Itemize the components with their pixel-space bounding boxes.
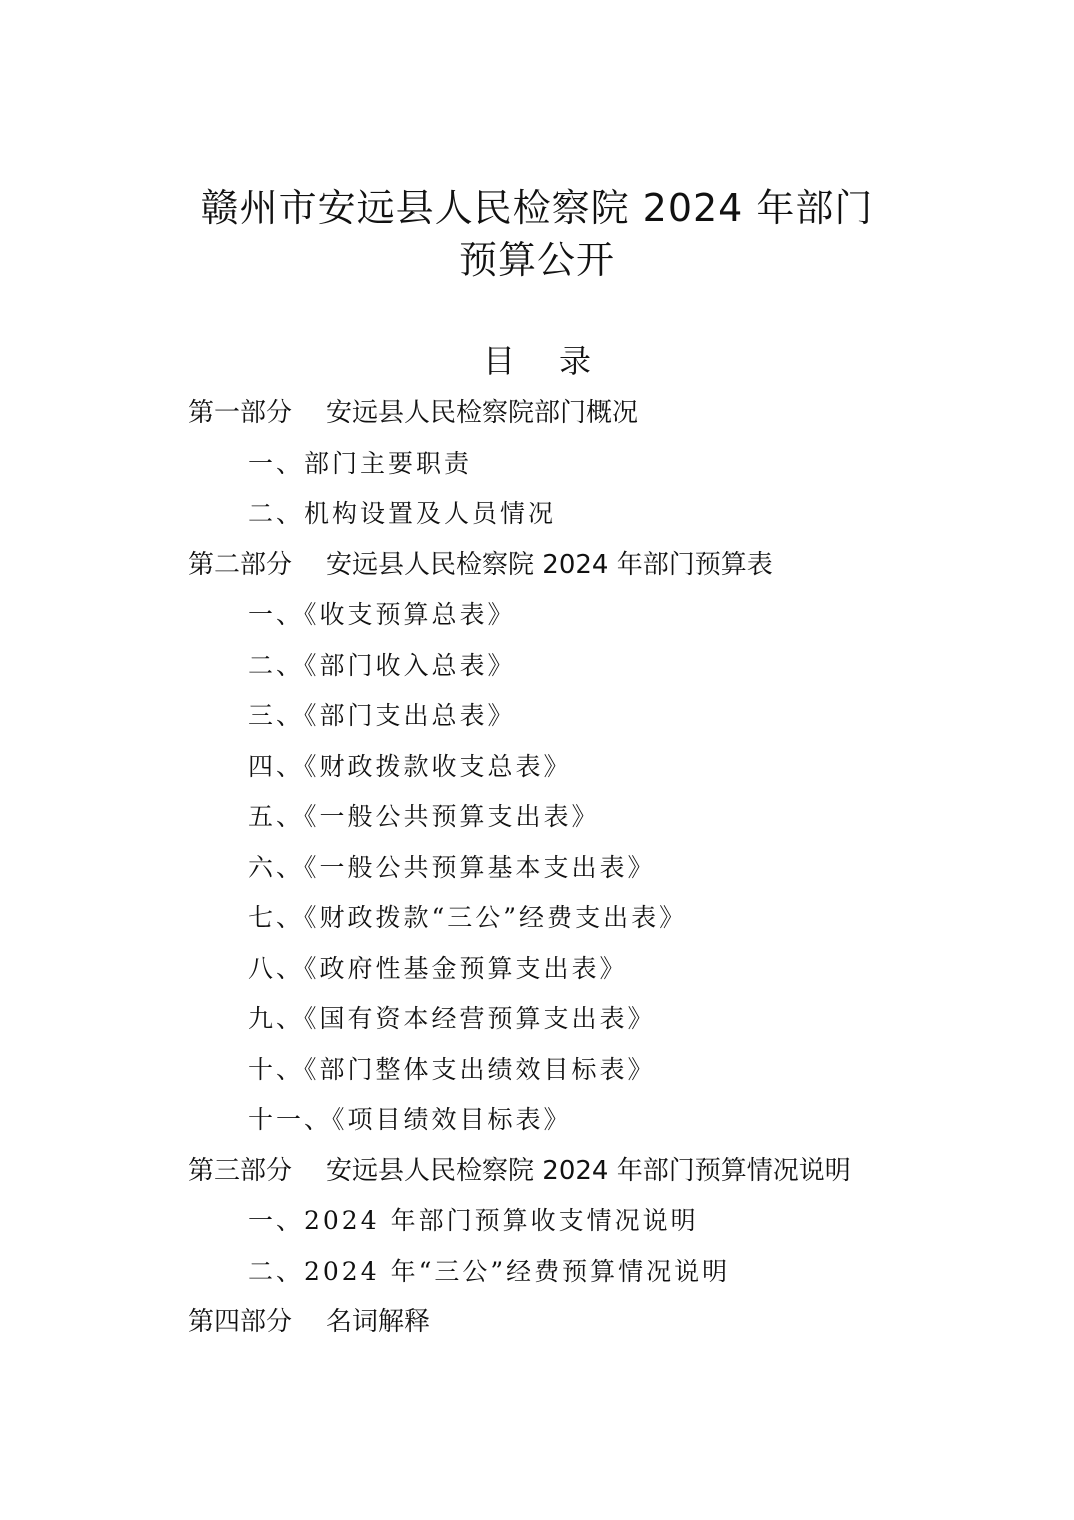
toc-item[interactable]: 二、机构设置及人员情况 xyxy=(248,499,557,528)
toc-item[interactable]: 四、《财政拨款收支总表》 xyxy=(248,751,572,781)
toc-part-label: 第三部分 xyxy=(188,1155,293,1186)
table-of-contents xyxy=(188,388,1048,1348)
toc-item[interactable]: 二、《部门收入总表》 xyxy=(248,650,516,680)
toc-part-4[interactable] xyxy=(188,1297,1048,1348)
toc-part-title: 安远县人民检察院部门概况 xyxy=(326,398,639,428)
toc-item[interactable]: 七、《财政拨款“三公”经费支出表》 xyxy=(248,903,688,932)
toc-part-3[interactable] xyxy=(188,1146,1048,1197)
toc-item[interactable]: 十一、《项目绩效目标表》 xyxy=(248,1105,572,1134)
document-title-line-2: 预算公开 xyxy=(458,238,615,282)
toc-item[interactable]: 十、《部门整体支出绩效目标表》 xyxy=(248,1054,656,1084)
toc-item[interactable]: 三、《部门支出总表》 xyxy=(248,701,516,730)
toc-item[interactable]: 一、《收支预算总表》 xyxy=(248,600,516,629)
toc-part-title: 安远县人民检察院 2024 年部门预算情况说明 xyxy=(326,1155,851,1186)
toc-item[interactable]: 二、2024 年“三公”经费预算情况说明 xyxy=(248,1256,731,1286)
toc-part-title: 安远县人民检察院 2024 年部门预算表 xyxy=(326,549,773,580)
toc-item[interactable]: 九、《国有资本经营预算支出表》 xyxy=(248,1004,656,1033)
toc-item[interactable]: 一、2024 年部门预算收支情况说明 xyxy=(248,1206,699,1235)
toc-part-label: 第二部分 xyxy=(188,549,293,580)
toc-heading-right: 录 xyxy=(559,342,592,380)
toc-heading xyxy=(0,336,1074,386)
document-title-line-1: 赣州市安远县人民检察院 2024 年部门 xyxy=(200,186,874,230)
toc-item[interactable]: 五、《一般公共预算支出表》 xyxy=(248,802,600,831)
toc-part-title: 名词解释 xyxy=(326,1307,431,1337)
toc-part-2[interactable] xyxy=(188,540,1048,591)
toc-heading-left: 目 xyxy=(482,342,515,380)
toc-item[interactable]: 一、部门主要职责 xyxy=(248,448,473,478)
toc-part-label: 第四部分 xyxy=(188,1307,293,1337)
toc-part-1[interactable] xyxy=(188,388,1048,439)
toc-item[interactable]: 六、《一般公共预算基本支出表》 xyxy=(248,852,656,882)
toc-item[interactable]: 八、《政府性基金预算支出表》 xyxy=(248,953,628,983)
toc-part-label: 第一部分 xyxy=(188,398,293,428)
